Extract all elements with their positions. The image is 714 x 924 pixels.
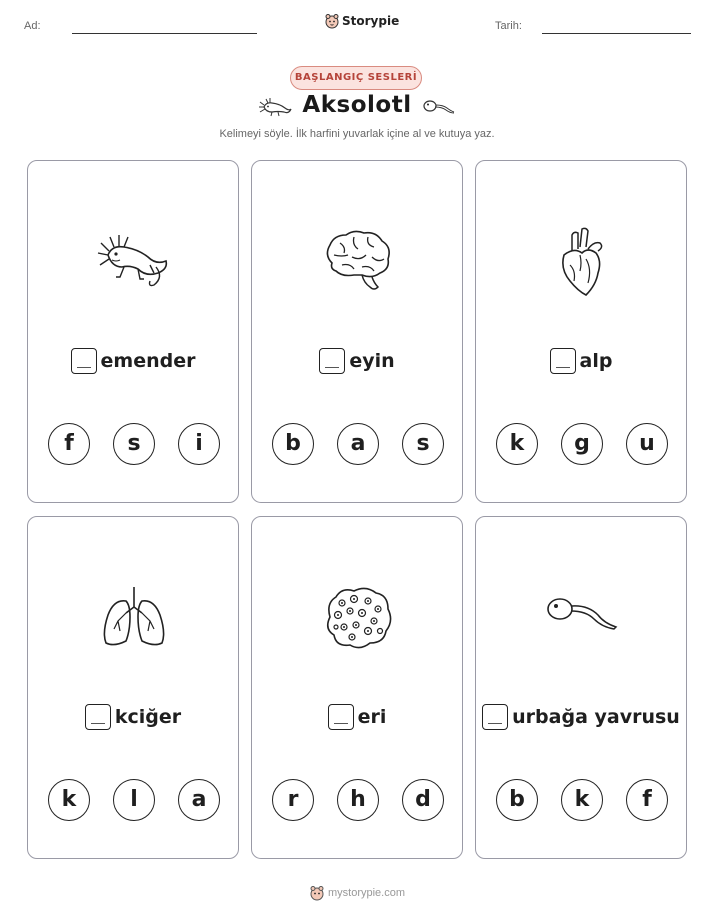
- word-text: urbağa yavrusu: [512, 706, 680, 728]
- letter-choice[interactable]: k: [496, 423, 538, 465]
- lungs-icon: [94, 581, 174, 653]
- letter-choice[interactable]: s: [113, 423, 155, 465]
- word-text: alp: [579, 350, 613, 372]
- letter-choice[interactable]: f: [48, 423, 90, 465]
- word-card: [475, 160, 687, 503]
- name-label: Ad:: [24, 20, 41, 32]
- word-text: eri: [357, 706, 387, 728]
- word-card: [475, 516, 687, 859]
- egg-cluster-icon: [318, 581, 398, 653]
- letter-choice[interactable]: f: [626, 779, 668, 821]
- letter-choice[interactable]: g: [561, 423, 603, 465]
- word-text: emender: [100, 350, 196, 372]
- letter-choices: [272, 423, 444, 465]
- date-label: Tarih:: [495, 20, 522, 32]
- letter-choices: [272, 779, 444, 821]
- word-row: [476, 348, 686, 374]
- letter-choice[interactable]: b: [272, 423, 314, 465]
- storypie-logo-icon: [310, 885, 324, 901]
- brand: [325, 13, 399, 29]
- letter-choice[interactable]: d: [402, 779, 444, 821]
- footer: [310, 885, 405, 901]
- letter-choices: [496, 779, 668, 821]
- date-line[interactable]: [542, 33, 691, 34]
- word-row: [28, 348, 238, 374]
- letter-choices: [48, 779, 220, 821]
- answer-box[interactable]: [482, 704, 508, 730]
- word-card: [27, 160, 239, 503]
- brand-name: Storypie: [342, 14, 400, 28]
- answer-box[interactable]: [85, 704, 111, 730]
- storypie-logo-icon: [325, 13, 339, 29]
- word-row: [252, 348, 462, 374]
- letter-choice[interactable]: a: [337, 423, 379, 465]
- letter-choice[interactable]: s: [402, 423, 444, 465]
- word-row: [28, 704, 238, 730]
- brain-icon: [318, 225, 398, 297]
- heart-icon: [542, 225, 622, 297]
- letter-choice[interactable]: r: [272, 779, 314, 821]
- letter-choices: [48, 423, 220, 465]
- letter-choice[interactable]: l: [113, 779, 155, 821]
- word-text: eyin: [349, 350, 395, 372]
- tadpole-icon: [542, 581, 622, 653]
- word-row: [252, 704, 462, 730]
- letter-choice[interactable]: u: [626, 423, 668, 465]
- word-row: [476, 704, 686, 730]
- letter-choice[interactable]: i: [178, 423, 220, 465]
- word-card: [27, 516, 239, 859]
- name-line[interactable]: [72, 33, 257, 34]
- letter-choices: [496, 423, 668, 465]
- instructions: Kelimeyi söyle. İlk harfini yuvarlak içine al ve kutuya yaz.: [219, 128, 495, 140]
- word-card: [251, 516, 463, 859]
- answer-box[interactable]: [550, 348, 576, 374]
- letter-choice[interactable]: a: [178, 779, 220, 821]
- title-row: [0, 92, 714, 124]
- footer-url[interactable]: mystorypie.com: [328, 887, 406, 899]
- page-title: Aksolotl: [302, 92, 412, 118]
- letter-choice[interactable]: h: [337, 779, 379, 821]
- answer-box[interactable]: [71, 348, 97, 374]
- word-card: [251, 160, 463, 503]
- axolotl-icon: [94, 225, 174, 297]
- letter-choice[interactable]: k: [561, 779, 603, 821]
- answer-box[interactable]: [328, 704, 354, 730]
- tadpole-icon: [422, 98, 456, 116]
- letter-choice[interactable]: b: [496, 779, 538, 821]
- topic-badge: BAŞLANGIÇ SESLERİ: [290, 66, 422, 90]
- letter-choice[interactable]: k: [48, 779, 90, 821]
- word-text: kciğer: [114, 706, 182, 728]
- answer-box[interactable]: [319, 348, 345, 374]
